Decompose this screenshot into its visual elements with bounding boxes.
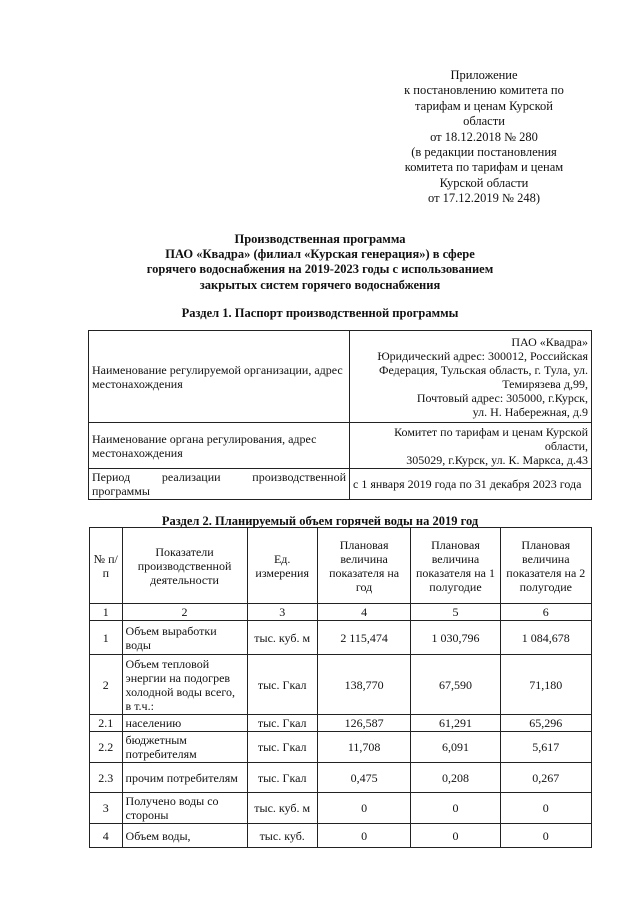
annex-line: к постановлению комитета по — [404, 83, 564, 98]
section1-heading: Раздел 1. Паспорт производственной программы — [181, 306, 459, 320]
row-unit: тыс. Гкал — [247, 763, 317, 793]
table-row — [90, 732, 592, 763]
column-number: 1 — [90, 604, 123, 621]
value-line: 305029, г.Курск, ул. К. Маркса, д.43 — [406, 452, 588, 467]
row-year-value: 2 115,474 — [317, 621, 410, 655]
value-line: ПАО «Квадра» — [511, 334, 588, 349]
annex-block — [384, 68, 584, 207]
header-cell: Плановая величина показателя на 1 полугодие — [411, 528, 500, 604]
column-number-row — [90, 604, 592, 621]
header-cell: Плановая величина показателя на год — [317, 528, 410, 604]
passport-value: с 1 января 2019 года по 31 декабря 2023 года — [350, 469, 592, 500]
table-row — [90, 824, 592, 848]
row-indicator: бюджетным потребителям — [122, 732, 247, 763]
row-h1-value: 0 — [411, 824, 500, 848]
passport-label: Период реализации производственной программы — [89, 469, 350, 500]
row-h1-value: 6,091 — [411, 732, 500, 763]
title-line: горячего водоснабжения на 2019-2023 годы с использованием — [146, 262, 494, 277]
table-row — [90, 793, 592, 824]
title-line: Производственная программа — [234, 232, 406, 246]
table-row — [90, 715, 592, 732]
value-line: Комитет по тарифам и ценам Курской — [394, 424, 588, 439]
annex-line: от 18.12.2018 № 280 — [430, 129, 538, 144]
row-year-value: 0 — [317, 824, 410, 848]
table-row — [90, 763, 592, 793]
value-line: Темирязева д,99, — [502, 376, 588, 391]
row-year-value: 138,770 — [317, 655, 410, 715]
value-line: ул. Н. Набережная, д.9 — [472, 404, 588, 419]
row-unit: тыс. куб. м — [247, 793, 317, 824]
passport-row — [89, 469, 592, 500]
row-unit: тыс. Гкал — [247, 715, 317, 732]
annex-line: Курской области — [439, 175, 529, 190]
row-h2-value: 0,267 — [500, 763, 591, 793]
header-cell: Ед. измерения — [247, 528, 317, 604]
row-year-value: 0 — [317, 793, 410, 824]
row-indicator: Получено воды со стороны — [122, 793, 247, 824]
row-h1-value: 0 — [411, 793, 500, 824]
row-number: 1 — [90, 621, 123, 655]
annex-line: (в редакции постановления — [411, 145, 557, 160]
row-year-value: 11,708 — [317, 732, 410, 763]
annex-line: Приложение — [450, 68, 518, 82]
passport-value — [350, 423, 592, 469]
row-number: 2.3 — [90, 763, 123, 793]
row-number: 2 — [90, 655, 123, 715]
row-h1-value: 61,291 — [411, 715, 500, 732]
passport-label: Наименование органа регулирования, адрес местонахождения — [89, 423, 350, 469]
title-line: закрытых систем горячего водоснабжения — [199, 277, 441, 292]
header-cell: Показатели производственной деятельности — [122, 528, 247, 604]
row-year-value: 126,587 — [317, 715, 410, 732]
annex-line: от 17.12.2019 № 248) — [427, 191, 540, 206]
row-indicator: Объем выработки воды — [122, 621, 247, 655]
header-cell: № п/п — [90, 528, 123, 604]
value-line: Почтовый адрес: 305000, г.Курск, — [416, 390, 588, 405]
row-year-value: 0,475 — [317, 763, 410, 793]
row-h2-value: 0 — [500, 824, 591, 848]
table-row — [90, 621, 592, 655]
section2-heading: Раздел 2. Планируемый объем горячей воды на 2019 год — [161, 514, 479, 528]
row-number: 3 — [90, 793, 123, 824]
passport-table — [88, 330, 592, 500]
row-h1-value: 1 030,796 — [411, 621, 500, 655]
value-line: области, — [544, 438, 588, 453]
header-row — [90, 528, 592, 604]
value-line: Юридический адрес: 300012, Российская — [377, 348, 588, 363]
column-number: 2 — [122, 604, 247, 621]
title-line: ПАО «Квадра» (филиал «Курская генерация») в сфере — [165, 247, 475, 262]
row-h1-value: 67,590 — [411, 655, 500, 715]
document-title — [0, 232, 640, 293]
row-h2-value: 65,296 — [500, 715, 591, 732]
row-indicator: Объем тепловой энергии на подогрев холодной воды всего, в т.ч.: — [122, 655, 247, 715]
passport-row — [89, 331, 592, 423]
column-number: 6 — [500, 604, 591, 621]
row-h2-value: 71,180 — [500, 655, 591, 715]
row-unit: тыс. куб. — [247, 824, 317, 848]
row-h2-value: 5,617 — [500, 732, 591, 763]
row-indicator: Объем воды, — [122, 824, 247, 848]
header-cell: Плановая величина показателя на 2 полугодие — [500, 528, 591, 604]
row-number: 2.1 — [90, 715, 123, 732]
passport-value — [350, 331, 592, 423]
value-line: Федерация, Тульская область, г. Тула, ул. — [379, 362, 588, 377]
annex-line: тарифам и ценам Курской — [415, 98, 553, 113]
table-row — [90, 655, 592, 715]
row-h2-value: 0 — [500, 793, 591, 824]
row-number: 2.2 — [90, 732, 123, 763]
passport-row — [89, 423, 592, 469]
column-number: 3 — [247, 604, 317, 621]
column-number: 5 — [411, 604, 500, 621]
row-indicator: населению — [122, 715, 247, 732]
row-unit: тыс. Гкал — [247, 655, 317, 715]
row-unit: тыс. Гкал — [247, 732, 317, 763]
annex-line: области — [463, 114, 505, 129]
row-indicator: прочим потребителям — [122, 763, 247, 793]
column-number: 4 — [317, 604, 410, 621]
row-h1-value: 0,208 — [411, 763, 500, 793]
row-h2-value: 1 084,678 — [500, 621, 591, 655]
row-number: 4 — [90, 824, 123, 848]
volume-table — [89, 527, 592, 848]
row-unit: тыс. куб. м — [247, 621, 317, 655]
annex-line: комитета по тарифам и ценам — [404, 160, 564, 175]
passport-label: Наименование регулируемой организации, адрес местонахождения — [89, 331, 350, 423]
